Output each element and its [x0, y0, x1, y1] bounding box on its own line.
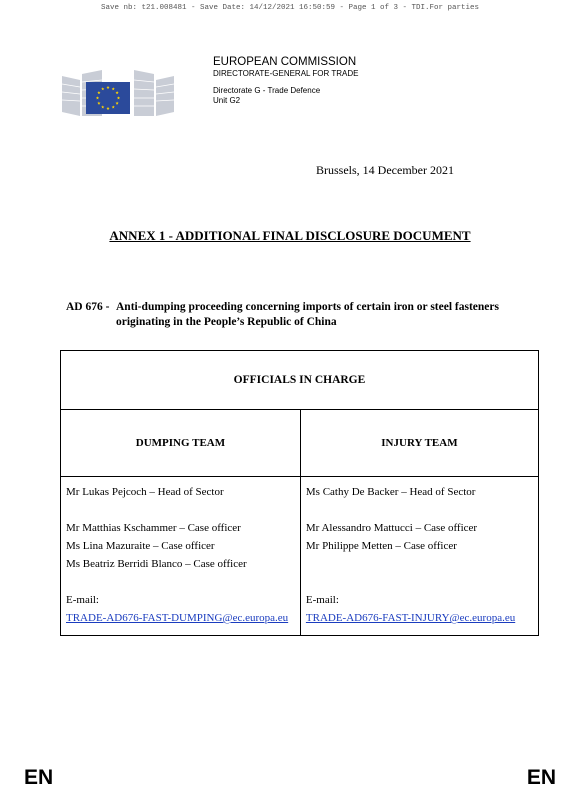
org-directorate: Directorate G - Trade Defence [213, 86, 321, 95]
document-title: ANNEX 1 - ADDITIONAL FINAL DISCLOSURE DOCUMENT [109, 228, 471, 243]
injury-email-link[interactable]: TRADE-AD676-FAST-INJURY@ec.europa.eu [305, 612, 516, 624]
injury-team-cell [300, 477, 538, 636]
dumping-member: Ms Lina Mazuraite – Case officer [66, 540, 215, 552]
injury-team-header: INJURY TEAM [300, 410, 538, 477]
dumping-email-label: E-mail: [66, 594, 99, 606]
injury-member: Mr Alessandro Mattucci – Case officer [305, 522, 478, 534]
subject-line-1: Anti-dumping proceeding concerning imports of certain iron or steel fasteners [116, 301, 499, 313]
case-code: AD 676 - [66, 301, 110, 313]
document-date: Brussels, 14 December 2021 [316, 163, 454, 177]
dumping-team-header: DUMPING TEAM [61, 410, 301, 477]
officials-header: OFFICIALS IN CHARGE [61, 351, 539, 410]
dumping-member: Mr Matthias Kschammer – Case officer [66, 522, 241, 534]
organization-block [213, 56, 359, 106]
org-dg: DIRECTORATE-GENERAL FOR TRADE [213, 69, 359, 78]
org-name: EUROPEAN COMMISSION [213, 56, 357, 68]
european-commission-logo [62, 60, 174, 118]
subject-line-2: originating in the People’s Republic of China [116, 316, 337, 328]
language-code-right: EN [526, 766, 556, 789]
injury-member: Mr Philippe Metten – Case officer [305, 540, 457, 552]
dumping-head: Mr Lukas Pejcoch – Head of Sector [66, 486, 224, 498]
language-code-left: EN [24, 766, 54, 789]
dumping-member: Ms Beatriz Berridi Blanco – Case officer [66, 558, 247, 570]
injury-head: Ms Cathy De Backer – Head of Sector [305, 486, 476, 498]
save-info-header: Save nb: t21.008481 - Save Date: 14/12/2021 16:50:59 - Page 1 of 3 - TDI.For parties [100, 4, 480, 12]
injury-email-label: E-mail: [305, 594, 339, 606]
dumping-email-link[interactable]: TRADE-AD676-FAST-DUMPING@ec.europa.eu [66, 612, 289, 624]
org-unit: Unit G2 [213, 96, 241, 105]
officials-table [60, 350, 539, 636]
dumping-team-cell [61, 477, 301, 636]
proceeding-subject [66, 300, 536, 330]
